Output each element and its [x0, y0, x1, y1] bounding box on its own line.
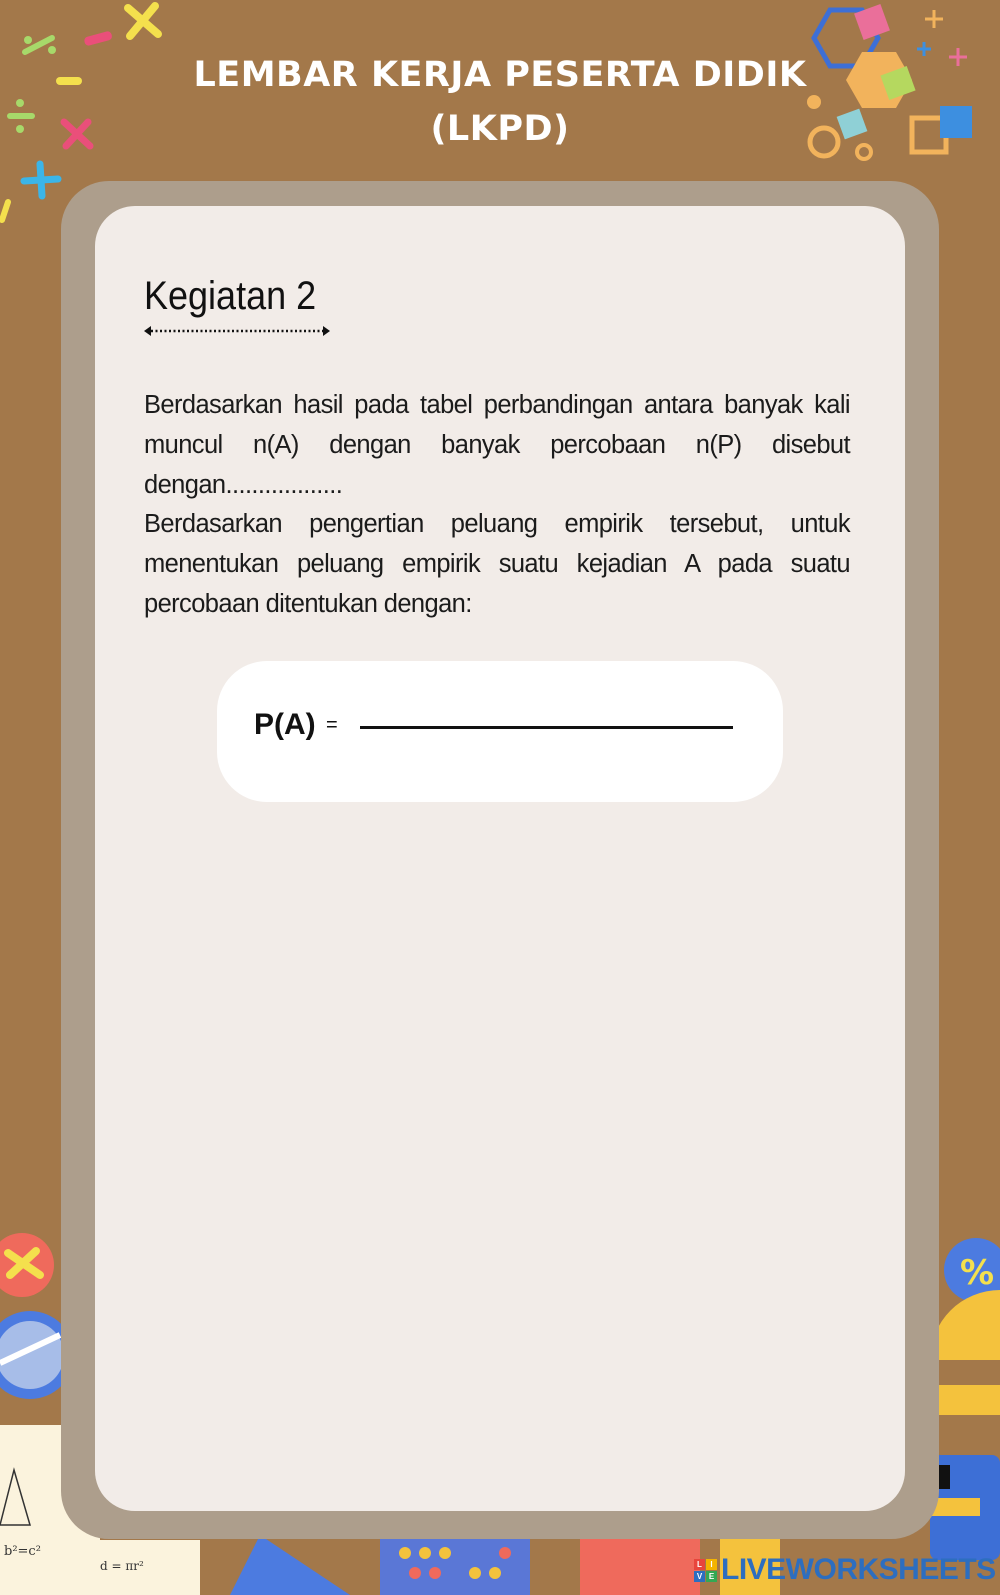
- page-title-line2: (LKPD): [430, 109, 570, 149]
- activity-heading: Kegiatan 2: [144, 274, 317, 318]
- svg-text:d = πr²: d = πr²: [100, 1559, 144, 1573]
- svg-text:%: %: [960, 1253, 995, 1293]
- svg-text:b²=c²: b²=c²: [4, 1544, 41, 1559]
- liveworksheets-logo-icon: L I V E: [694, 1559, 717, 1582]
- page-title-line1: LEMBAR KERJA PESERTA DIDIK: [193, 55, 807, 95]
- heading-dotted-arrow-rule: [144, 324, 330, 338]
- notebook-red-icon: [580, 1535, 700, 1595]
- formula-answer-input[interactable]: [360, 726, 733, 729]
- math-objects-decoration-right: [930, 1230, 1000, 1560]
- page-title: [0, 48, 1000, 156]
- equals-sign: =: [326, 714, 338, 736]
- set-square-icon: [230, 1535, 350, 1595]
- liveworksheets-brand-text: LIVEWORKSHEETS: [721, 1553, 996, 1586]
- protractor-icon: [930, 1290, 1000, 1360]
- instruction-paragraph-1: Berdasarkan hasil pada tabel perbandingan antara banyak kali muncul n(A) dengan banyak percobaan n(P) disebut dengan..................: [144, 391, 850, 499]
- yellow-stroke-icon: [2, 202, 8, 220]
- minus-sign-pink-icon: [83, 31, 112, 47]
- abacus-icon: [380, 1535, 530, 1595]
- liveworksheets-logo: [694, 1553, 996, 1587]
- ruler-icon: [930, 1385, 1000, 1415]
- formula-label: P(A): [254, 708, 316, 741]
- multiply-sign-yellow-icon: [128, 6, 158, 36]
- plus-sign-cyan-icon: [24, 164, 58, 196]
- instruction-paragraph-2: Berdasarkan pengertian peluang empirik tersebut, untuk menentukan peluang empirik suatu kejadian A pada suatu percobaan ditentukan dengan:: [144, 510, 850, 618]
- math-objects-decoration-bottom: [60, 1535, 780, 1595]
